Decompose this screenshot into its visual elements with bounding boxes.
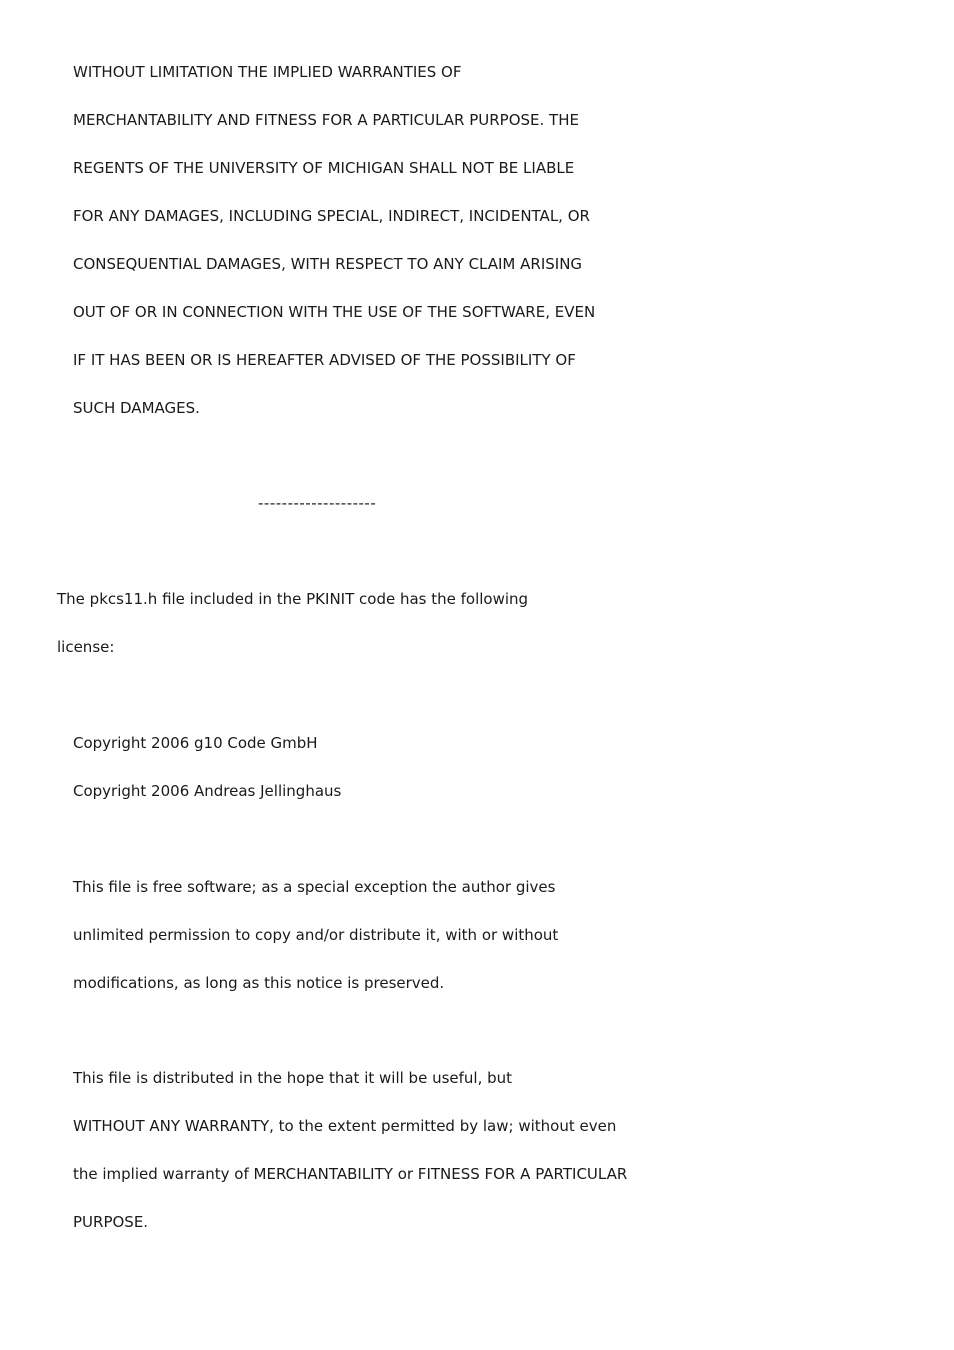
warranty-line: OUT OF OR IN CONNECTION WITH THE USE OF THE SOFTWARE, EVEN — [73, 303, 596, 321]
disclaimer-line: WITHOUT ANY WARRANTY, to the extent permitted by law; without even — [73, 1117, 617, 1135]
intro-line: The pkcs11.h file included in the PKINIT code has the following — [57, 590, 529, 608]
warranty-line: REGENTS OF THE UNIVERSITY OF MICHIGAN SHALL NOT BE LIABLE — [73, 159, 575, 177]
permission-line: modifications, as long as this notice is preserved. — [73, 974, 445, 992]
copyright-line: Copyright 2006 g10 Code GmbH — [73, 734, 318, 752]
disclaimer-line: PURPOSE. — [73, 1213, 149, 1231]
disclaimer-line: the implied warranty of MERCHANTABILITY or FITNESS FOR A PARTICULAR — [73, 1165, 628, 1183]
warranty-line: CONSEQUENTIAL DAMAGES, WITH RESPECT TO ANY CLAIM ARISING — [73, 255, 583, 273]
warranty-line: MERCHANTABILITY AND FITNESS FOR A PARTICULAR PURPOSE. THE — [73, 111, 579, 129]
warranty-line: FOR ANY DAMAGES, INCLUDING SPECIAL, INDIRECT, INCIDENTAL, OR — [73, 207, 590, 225]
warranty-line: SUCH DAMAGES. — [73, 399, 200, 417]
permission-line: unlimited permission to copy and/or distribute it, with or without — [73, 926, 559, 944]
warranty-line: IF IT HAS BEEN OR IS HEREAFTER ADVISED OF THE POSSIBILITY OF — [73, 351, 576, 369]
disclaimer-line: This file is distributed in the hope that it will be useful, but — [73, 1069, 513, 1087]
section-separator: -------------------- — [258, 494, 377, 512]
intro-line: license: — [57, 638, 115, 656]
copyright-line: Copyright 2006 Andreas Jellinghaus — [73, 782, 342, 800]
permission-line: This file is free software; as a special exception the author gives — [73, 878, 556, 896]
warranty-line: WITHOUT LIMITATION THE IMPLIED WARRANTIES OF — [73, 63, 462, 81]
